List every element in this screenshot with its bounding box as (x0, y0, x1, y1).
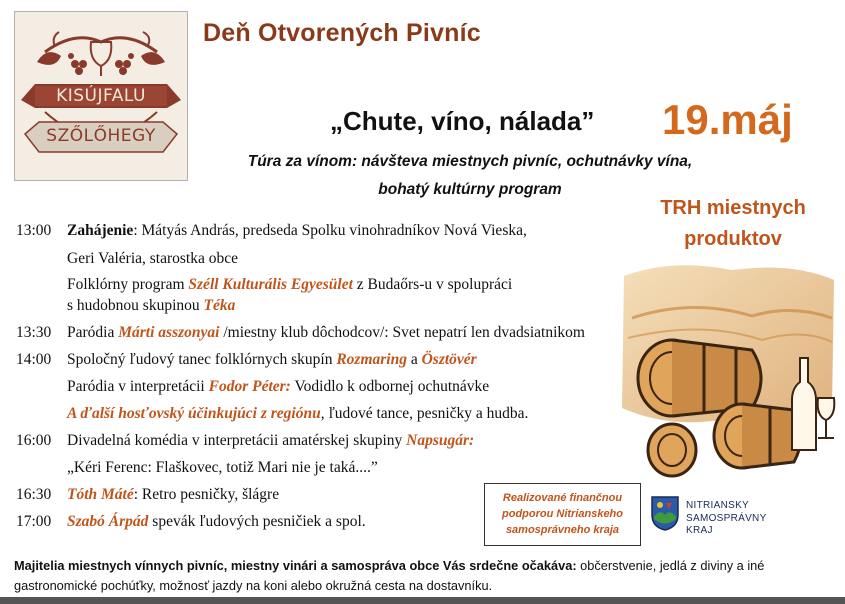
logo (14, 11, 188, 181)
footer-normal: občerstvenie, jedlá z diviny a iné gastronomické pochúťky, možnosť jazdy na koni alebo okružná cesta na dostavníku. (14, 558, 765, 593)
kraj-name (686, 500, 767, 538)
program-text: Vodidlo k odbornej ochutnávke (290, 378, 490, 395)
support-line2: podporou Nitrianskeho (502, 508, 623, 520)
footer-bold: Majitelia miestnych vínnych pivníc, miestny vinári a samospráva obce Vás srdečne očakáva: (14, 558, 577, 573)
program-time: 16:30 (16, 486, 52, 503)
support-line1: Realizované finančnou (502, 492, 623, 504)
program-text: Divadelná komédia v interpretácii amatérskej skupiny (67, 432, 407, 449)
program-text: „Kéri Ferenc: Flaškovec, totiž Mari nie je taká....” (67, 459, 378, 476)
program-text: spevák ľudových pesničiek a spol. (148, 513, 366, 530)
program-bold: Zahájenie (67, 222, 134, 239)
wine-barrels-illustration (612, 258, 838, 480)
page-title: Deň Otvorených Pivníc (203, 19, 481, 47)
support-box (484, 483, 641, 546)
coat-of-arms-icon (650, 495, 680, 531)
event-date: 19.máj (662, 96, 793, 143)
footer-text (14, 556, 836, 596)
program-performer: Rozmaring (336, 351, 407, 368)
program-time: 13:30 (16, 324, 52, 341)
kraj-line3: KRAJ (686, 525, 713, 536)
motto: „Chute, víno, nálada” (330, 106, 595, 136)
subtitle-line1: Túra za vínom: návšteva miestnych pivníc, ochutnávky vína, (247, 153, 693, 170)
program-performer: Ösztövér (421, 351, 477, 368)
program-text: Paródia v interpretácii (67, 378, 209, 395)
program-text: s hudobnou skupinou (67, 297, 204, 314)
logo-line1: KISÚJFALU (56, 86, 146, 106)
program-performer: Tóth Máté (67, 486, 134, 503)
program-performer: Napsugár: (406, 432, 475, 449)
program-performer: Márti asszonyai (118, 324, 220, 341)
kraj-line2: SAMOSPRÁVNY (686, 512, 767, 524)
program-text: a (406, 351, 422, 368)
logo-line2: SZŐLŐHEGY (46, 126, 156, 146)
kraj-line1: NITRIANSKY (686, 500, 750, 511)
market-line2: produktov (684, 228, 782, 250)
program-text: Folklórny program (67, 276, 189, 293)
program-text: , ľudové tance, pesničky a hudba. (320, 405, 529, 422)
program-time: 17:00 (16, 513, 52, 530)
market-heading (628, 193, 838, 255)
bottom-bar (0, 597, 845, 604)
program-text: Geri Valéria, starostka obce (67, 250, 239, 267)
program-performer: Széll Kulturális Egyesület (188, 276, 353, 293)
program-performer: Szabó Árpád (67, 513, 149, 530)
program-text: Paródia (67, 324, 119, 341)
program-text: Spoločný ľudový tanec folklórnych skupín (67, 351, 337, 368)
support-line3: samosprávneho kraja (505, 524, 620, 536)
market-line1: TRH miestnych (660, 197, 806, 219)
program-text: /miestny klub dôchodcov/: Svet nepatrí len dvadsiatnikom (219, 324, 585, 341)
program-time: 14:00 (16, 351, 52, 368)
program-text: : Retro pesničky, šlágre (133, 486, 280, 503)
subtitle-line2: bohatý kultúrny program (378, 181, 562, 198)
program-performer: Téka (203, 297, 236, 314)
program-text: z Budaőrs-u v spolupráci (352, 276, 513, 293)
program-performer: A ďalší hosťovský účinkujúci z regiónu (67, 405, 321, 422)
program-time: 16:00 (16, 432, 52, 449)
program-time: 13:00 (16, 222, 52, 239)
program-performer: Fodor Péter: (208, 378, 291, 395)
program-text: : Mátyás András, predseda Spolku vinohradníkov Nová Vieska, (133, 222, 527, 239)
